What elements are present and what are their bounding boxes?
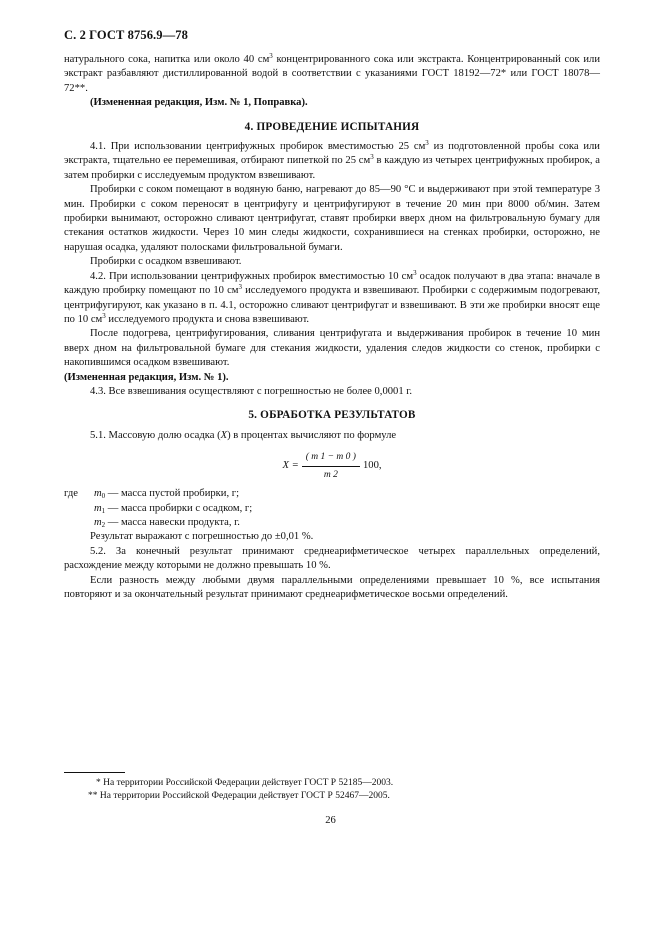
paragraph-diff: Если разность между любыми двумя параллельными определениями превышает 10 %, все испытания повторяют и за окончательный результат принимают среднеарифметическое восьми определений. <box>64 574 600 600</box>
variable-definitions <box>64 487 600 530</box>
formula <box>64 447 600 485</box>
formula-factor: 100, <box>362 459 382 471</box>
intro-paragraph: натурального сока, напитка или около 40 $см^3$ концентрированного сока или экстракта. Концентрированный сок или экстракт разбавляют дистиллированной водой в соответствии с указаниями ГОСТ 18192—72* или ГОСТ 18078—72**. <box>64 52 600 94</box>
paragraph-result: Результат выражают с погрешностью до ±0,01 %. <box>90 531 314 543</box>
variable-row: $m_1$ — масса пробирки с осадком, г; <box>94 502 253 515</box>
edit-note-2: (Измененная редакция, Изм. № 1). <box>64 371 229 383</box>
formula-fraction <box>302 450 360 482</box>
paragraph-4-2: 4.2. При использовании центрифужных пробирок вместимостью 10 $см^3$ осадок получают в два этапа: вначале в каждую пробирку помещают по 10 $см^3$ исследуемого продукта и взвешивают. Пробирки с содержимым подогревают, центрифугируют, как указано в п. 4.1, осторожно сливают центрифугат и взвешивают. В эти же пробирки вносят еще по 10 $см^3$ исследуемого продукта и снова взвешивают. <box>64 268 600 325</box>
footnote-1: * На территории Российской Федерации действует ГОСТ Р 52185—2003. <box>96 778 394 788</box>
page-number: 26 <box>325 815 336 826</box>
formula-numerator: ( m 1 − m 0 ) <box>302 450 360 466</box>
paragraph-heat: Пробирки с соком помещают в водяную баню, нагревают до 85—90 °С и выдерживают при этой температуре 3 мин. Пробирки с соком переносят в центрифугу и центрифугируют в течение 20 мин при 8000 об/мин. Затем пробирки вынимают, осторожно сливают центрифугат, ставят пробирки вверх дном на фильтровальную бумагу для стекания остатков жидкости. Через 10 мин следы жидкости, сохранившиеся на стенках пробирки, осторожно, не нарушая осадка, удаляют полосками фильтровальной бумаги. <box>64 184 600 253</box>
paragraph-4-3: 4.3. Все взвешивания осуществляют с погрешностью не более 0,0001 г. <box>90 385 413 397</box>
variable-row: где $m_0$ — масса пустой пробирки, г; <box>64 488 240 501</box>
paragraph-5-2: 5.2. За конечный результат принимают среднеарифметическое четырех параллельных определений, расхождение между которыми не должно превышать 10 %. <box>64 545 600 572</box>
paragraph-after: После подогрева, центрифугирования, сливания центрифугата и выдерживания пробирок в течение 10 мин вверх дном на фильтровальной бумаге для стекания жидкости, удаления следов жидкости со стенок, пробирки с накопившимся осадком взвешивают. <box>64 328 600 369</box>
formula-lhs: X = <box>282 459 299 471</box>
footnote-2: ** На территории Российской Федерации действует ГОСТ Р 52467—2005. <box>88 791 390 801</box>
formula-denominator: m 2 <box>323 469 338 480</box>
paragraph-5-1: 5.1. Массовую долю осадка (X) в процентах вычисляют по формуле <box>90 429 397 441</box>
running-header: С. 2 ГОСТ 8756.9—78 <box>64 28 188 42</box>
section-5-title: 5. ОБРАБОТКА РЕЗУЛЬТАТОВ <box>248 409 416 422</box>
document-body <box>64 53 600 602</box>
section-4-title: 4. ПРОВЕДЕНИЕ ИСПЫТАНИЯ <box>244 120 420 133</box>
footnote-divider <box>64 772 125 773</box>
paragraph-weigh: Пробирки с осадком взвешивают. <box>90 256 242 268</box>
edit-note: (Измененная редакция, Изм. № 1, Поправка). <box>90 97 308 109</box>
variable-row: $m_2$ — масса навески продукта, г. <box>94 516 240 529</box>
paragraph-4-1: 4.1. При использовании центрифужных пробирок вместимостью 25 $см^3$ из подготовленной пробы сока или экстракта, тщательно ее перемешивая, отбирают пипеткой по 25 $см^3$ в каждую из четырех центрифужных пробирок, а затем пробирки с исследуемым продуктом взвешивают. <box>64 139 601 181</box>
